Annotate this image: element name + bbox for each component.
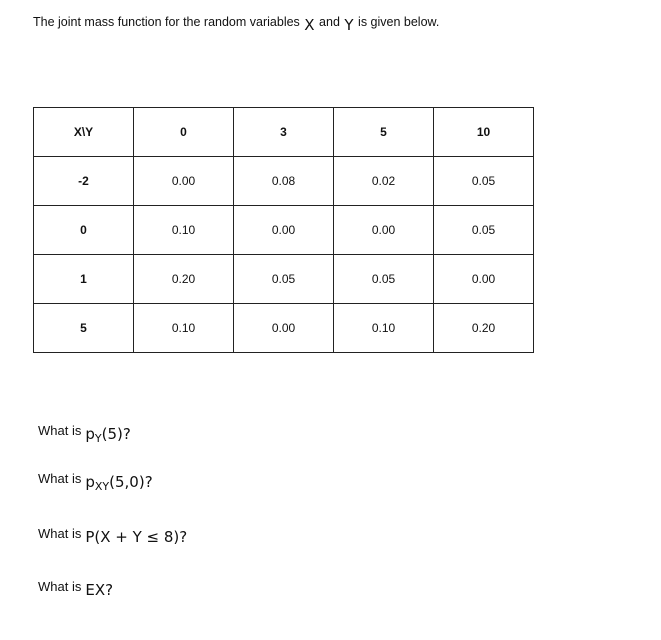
- row-header: -2: [34, 157, 134, 206]
- table-cell: 0.00: [334, 206, 434, 255]
- question-expression: [85, 581, 113, 599]
- expr-sub: Y: [94, 432, 102, 445]
- table-cell: 0.00: [134, 157, 234, 206]
- expr-suffix: ?: [122, 425, 131, 443]
- expr-suffix: ?: [105, 581, 114, 599]
- variable-x: X: [304, 16, 315, 34]
- joint-mass-table: [33, 107, 534, 353]
- column-header: 3: [234, 108, 334, 157]
- expr-arg: (5,0): [109, 473, 145, 491]
- intro-sentence: [33, 12, 440, 34]
- question-prefix: What is: [38, 423, 82, 438]
- table-row: [34, 255, 534, 304]
- intro-text-before: The joint mass function for the random variables: [33, 15, 300, 29]
- table-cell: 0.10: [334, 304, 434, 353]
- table-row: [34, 157, 534, 206]
- table-cell: 0.02: [334, 157, 434, 206]
- table-cell: 0.05: [234, 255, 334, 304]
- table-header-row: [34, 108, 534, 157]
- intro-text-and: and: [319, 15, 340, 29]
- expr-arg: (5): [101, 425, 123, 443]
- table-cell: 0.10: [134, 304, 234, 353]
- table-cell: 0.00: [234, 206, 334, 255]
- table-cell: 0.00: [434, 255, 534, 304]
- table-cell: 0.10: [134, 206, 234, 255]
- expr-func: p: [85, 425, 95, 443]
- question-expression: [85, 473, 152, 491]
- variable-y: Y: [344, 16, 354, 34]
- table-cell: 0.08: [234, 157, 334, 206]
- table-cell: 0.20: [434, 304, 534, 353]
- question-py5: [38, 421, 131, 445]
- table-cell: 0.05: [434, 157, 534, 206]
- expr-func: EX: [85, 581, 106, 599]
- expr-func: P(X + Y ≤ 8): [85, 528, 180, 546]
- question-prefix: What is: [38, 471, 82, 486]
- expr-suffix: ?: [144, 473, 153, 491]
- question-expression: [85, 528, 187, 546]
- expr-suffix: ?: [179, 528, 188, 546]
- row-header: 5: [34, 304, 134, 353]
- question-prob-sum: [38, 524, 188, 546]
- table-row: [34, 206, 534, 255]
- column-header: 10: [434, 108, 534, 157]
- table-row: [34, 304, 534, 353]
- expr-sub: XY: [94, 480, 110, 493]
- question-pxy50: [38, 469, 153, 493]
- row-header: 0: [34, 206, 134, 255]
- question-expectation: [38, 577, 114, 599]
- table-cell: 0.00: [234, 304, 334, 353]
- table-cell: 0.20: [134, 255, 234, 304]
- question-prefix: What is: [38, 579, 82, 594]
- column-header: 5: [334, 108, 434, 157]
- question-expression: [85, 425, 130, 443]
- table-cell: 0.05: [434, 206, 534, 255]
- expr-func: p: [85, 473, 95, 491]
- table-corner-cell: X\Y: [34, 108, 134, 157]
- column-header: 0: [134, 108, 234, 157]
- intro-text-after: is given below.: [358, 15, 440, 29]
- question-prefix: What is: [38, 526, 82, 541]
- table-cell: 0.05: [334, 255, 434, 304]
- row-header: 1: [34, 255, 134, 304]
